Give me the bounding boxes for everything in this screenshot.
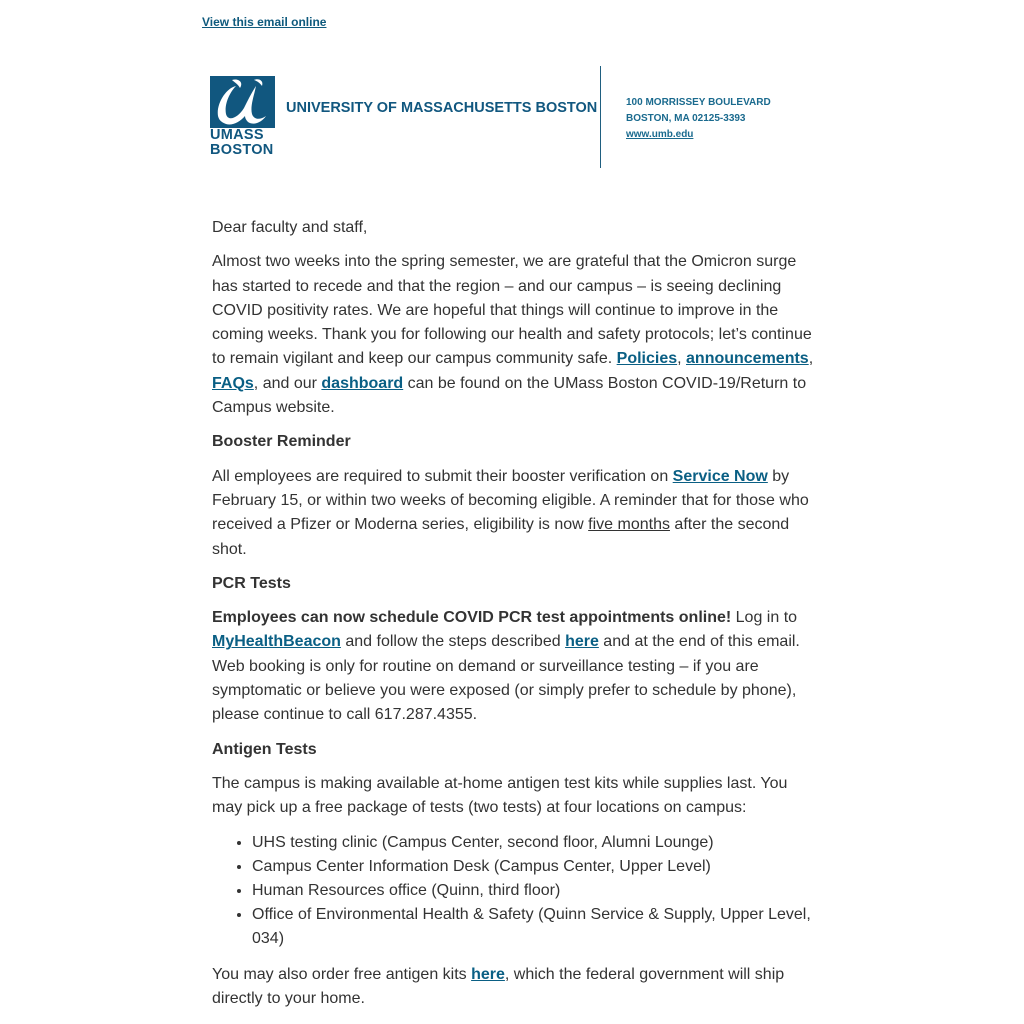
header-divider [600,66,601,168]
umass-boston-logo [210,76,276,160]
booster-text: by February 15, or within two weeks of becoming eligible. A reminder that for those who received a Pfizer or Moderna series, eligibility is now [212,467,809,534]
announcements-link[interactable]: announcements [686,350,809,368]
script-u-icon [210,76,275,128]
intro-text: Almost two weeks into the spring semester, we are grateful that the Omicron surge has started to recede and that the region – and our campus – is seeing declining COVID positivity rates. We are hopeful that things will continue to improve in the coming weeks. Thank you for following our health and safety protocols; let’s continue to remain vigilant and keep our campus community safe. [212,253,812,368]
list-item: • Office of Environmental Health & Safety (Quinn Service & Supply, Upper Level, 034) [252,903,814,951]
logo-line-boston: BOSTON [210,142,274,158]
pcr-text: Log in to [731,609,798,627]
service-now-link[interactable]: Service Now [672,467,768,485]
separator: , [808,350,814,368]
intro-text: , and our [253,374,322,392]
antigen-order-text: You may also order free antigen kits [212,965,472,983]
address-block [626,95,771,143]
pcr-text: and at the end of this email. Web booking is only for routine on demand or surveillance testing – if you are symptomatic or believe you were exposed (or simply prefer to schedule by phone), please continue to call 617.287.4355. [212,633,800,724]
dashboard-link[interactable]: dashboard [321,374,404,392]
intro-paragraph [212,250,814,420]
pcr-bold-lead: Employees can now schedule COVID PCR test appointments online! [212,609,732,627]
email-header [210,66,820,170]
pcr-heading: PCR Tests [212,574,291,592]
university-name: UNIVERSITY OF MASSACHUSETTS BOSTON [286,100,598,116]
logo-u-mark-icon [210,76,275,128]
separator: , [677,350,687,368]
five-months-emphasis: five months [588,516,670,534]
logo-wordmark [210,128,276,158]
list-item: • Human Resources office (Quinn, third floor) [252,879,814,903]
antigen-intro: The campus is making available at-home antigen test kits while supplies last. You may pick up a free package of tests (two tests) at four locations on campus: [212,774,788,817]
faqs-link[interactable]: FAQs [212,374,254,392]
pcr-paragraph [212,606,814,727]
address-city: BOSTON, MA 02125-3393 [626,113,746,124]
website-link[interactable]: www.umb.edu [626,129,694,140]
policies-link[interactable]: Policies [616,350,678,368]
myhealthbeacon-link[interactable]: MyHealthBeacon [212,633,341,651]
antigen-heading: Antigen Tests [212,740,317,758]
booster-paragraph [212,465,814,562]
booster-text: after the second shot. [212,516,790,558]
email-body [212,216,814,1021]
antigen-order-paragraph [212,963,814,1012]
intro-text: can be found on the UMass Boston COVID-19/Return to Campus website. [212,374,807,417]
list-item: • UHS testing clinic (Campus Center, second floor, Alumni Lounge) [252,831,814,855]
logo-line-umass: UMASS [210,127,264,143]
order-antigen-here-link[interactable]: here [471,965,505,983]
pcr-steps-here-link[interactable]: here [565,633,599,651]
antigen-locations-list [212,831,814,951]
greeting: Dear faculty and staff, [212,219,368,236]
booster-heading: Booster Reminder [212,433,351,451]
address-street: 100 MORRISSEY BOULEVARD [626,97,771,108]
booster-text: All employees are required to submit their booster verification on [212,467,673,485]
pcr-text: and follow the steps described [340,633,566,651]
view-email-online-link[interactable]: View this email online [202,15,327,29]
antigen-order-text: , which the federal government will ship directly to your home. [212,965,785,1007]
list-item: • Campus Center Information Desk (Campus Center, Upper Level) [252,855,814,879]
